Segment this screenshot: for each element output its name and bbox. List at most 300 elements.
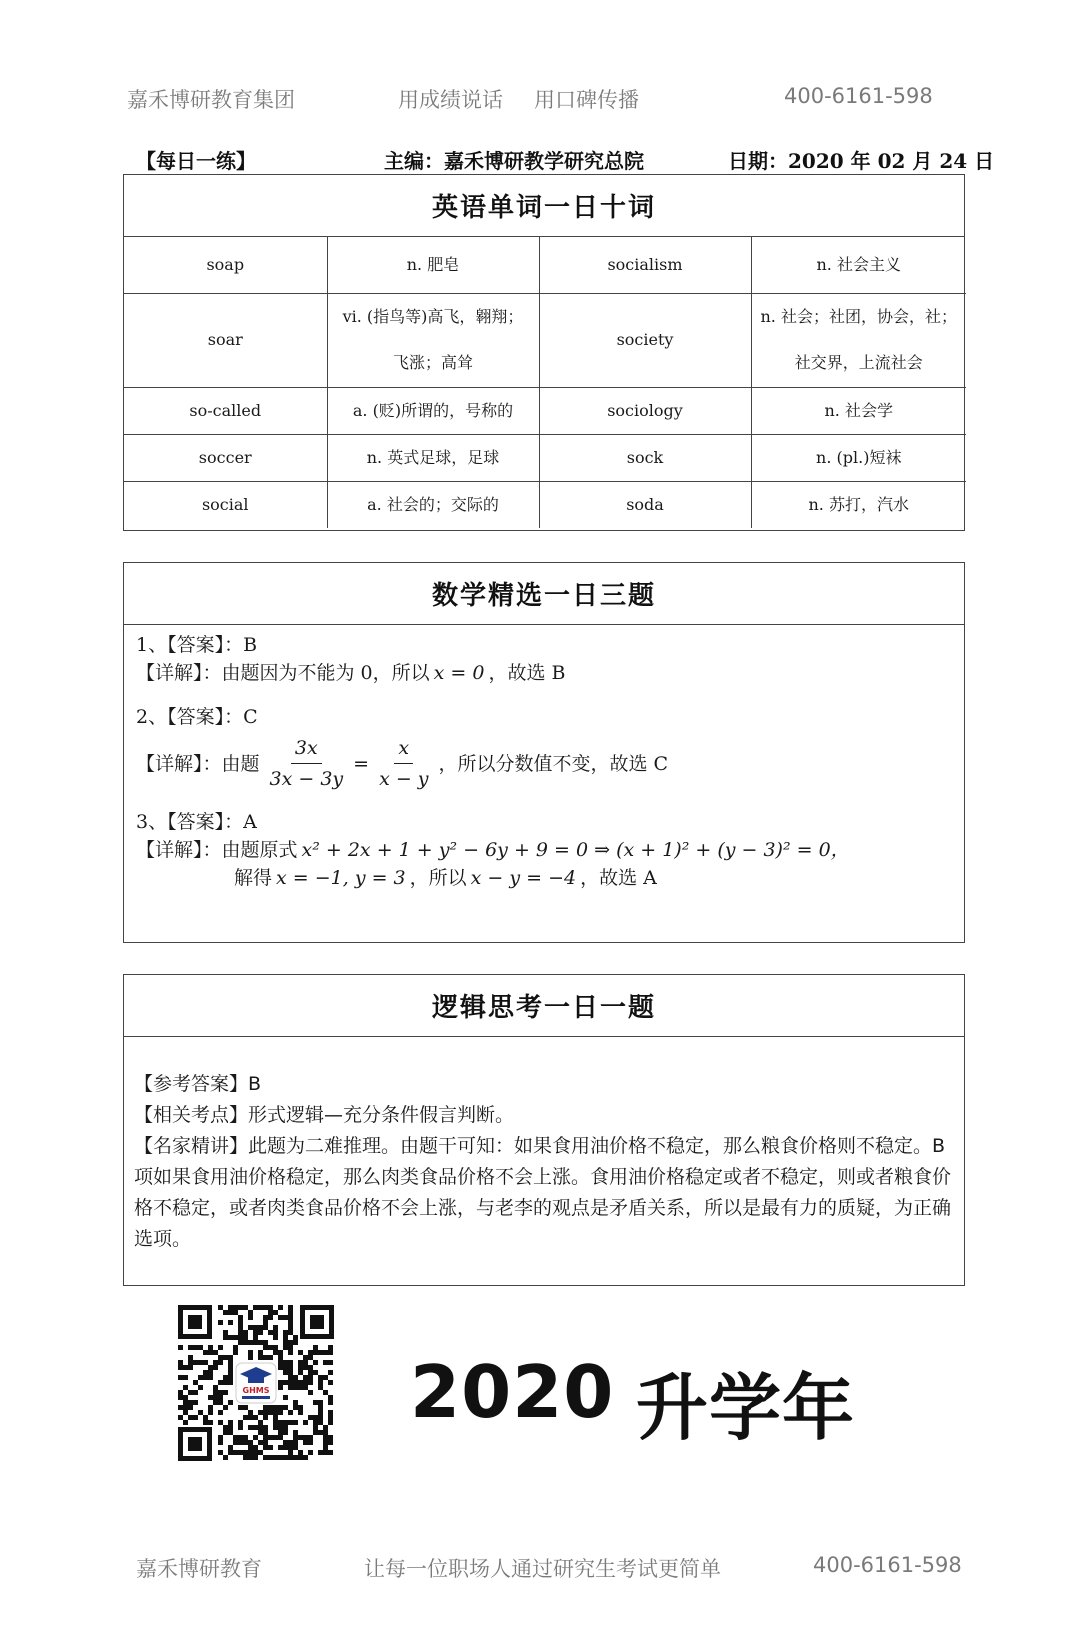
qr-module (183, 1400, 188, 1405)
qr-module (253, 1450, 258, 1455)
qr-module (318, 1430, 323, 1435)
qr-module (208, 1350, 213, 1355)
qr-module (198, 1410, 203, 1415)
qr-module (208, 1410, 213, 1415)
qr-module (263, 1325, 268, 1330)
detail-line (136, 864, 952, 892)
qr-module (183, 1410, 188, 1415)
logic-section (123, 974, 965, 1286)
qr-module (243, 1415, 248, 1420)
qr-module (218, 1380, 223, 1385)
detail-text: ，所以 (409, 867, 467, 889)
qr-module (233, 1350, 238, 1355)
qr-module (188, 1360, 193, 1365)
qr-module (283, 1430, 288, 1435)
qr-module (293, 1405, 298, 1410)
qr-module (238, 1440, 243, 1445)
header-slogan-1: 用成绩说话 (398, 88, 503, 112)
qr-module (278, 1315, 283, 1320)
vocab-word: so-called (124, 387, 327, 434)
vocab-meaning: a. (贬)所谓的，号称的 (327, 387, 539, 434)
qr-module (178, 1395, 183, 1400)
qr-module (293, 1335, 298, 1340)
detail-text: 【详解】：由题原式 (136, 839, 298, 861)
qr-module (318, 1380, 323, 1385)
footer-brand: 嘉禾博研教育 (136, 1557, 262, 1581)
vocab-meaning-line: n. 社会；社团，协会，社； (760, 307, 957, 326)
qr-module (288, 1340, 293, 1345)
qr-module (268, 1315, 273, 1320)
qr-module (218, 1435, 223, 1440)
qr-module (213, 1400, 218, 1405)
vocab-meaning: n. 肥皂 (327, 237, 539, 293)
qr-module (278, 1305, 283, 1310)
math-expression: x − y = −4 (470, 867, 577, 889)
qr-finder-top-right (300, 1305, 334, 1339)
qr-finder-top-left (178, 1305, 212, 1339)
qr-module (278, 1420, 283, 1425)
table-row (124, 293, 966, 387)
qr-module (313, 1400, 318, 1405)
qr-module (288, 1310, 293, 1315)
qr-module (178, 1375, 183, 1380)
qr-module (228, 1355, 233, 1360)
qr-module (278, 1430, 283, 1435)
qr-module (308, 1440, 313, 1445)
qr-module (323, 1350, 328, 1355)
qr-module (183, 1395, 188, 1400)
qr-module (208, 1420, 213, 1425)
qr-module (273, 1425, 278, 1430)
vocab-meaning-line: vi. (指鸟等)高飞，翱翔； (342, 307, 524, 326)
editor-label: 主编：嘉禾博研教学研究总院 (384, 149, 644, 173)
qr-module (263, 1340, 268, 1345)
qr-module (258, 1410, 263, 1415)
qr-module (178, 1345, 183, 1350)
qr-module (253, 1455, 258, 1460)
qr-module (278, 1410, 283, 1415)
qr-module (238, 1320, 243, 1325)
qr-module (263, 1415, 268, 1420)
qr-module (303, 1355, 308, 1360)
qr-module (278, 1355, 283, 1360)
qr-module (228, 1305, 233, 1310)
vocab-title: 英语单词一日十词 (124, 175, 964, 237)
date-label: 日期：2020 年 02 月 24 日 (728, 149, 995, 173)
qr-module (238, 1340, 243, 1345)
qr-module (313, 1425, 318, 1430)
qr-module (218, 1345, 223, 1350)
table-row (124, 237, 966, 293)
qr-module (273, 1345, 278, 1350)
qr-module (238, 1335, 243, 1340)
qr-module (328, 1420, 333, 1425)
qr-module (218, 1400, 223, 1405)
qr-module (248, 1310, 253, 1315)
qr-module (193, 1400, 198, 1405)
qr-module (278, 1350, 283, 1355)
qr-module (218, 1390, 223, 1395)
qr-module (253, 1445, 258, 1450)
qr-module (313, 1370, 318, 1375)
qr-module (283, 1315, 288, 1320)
qr-module (258, 1450, 263, 1455)
qr-module (243, 1405, 248, 1410)
qr-module (223, 1330, 228, 1335)
qr-module (308, 1435, 313, 1440)
qr-module (253, 1340, 258, 1345)
qr-module (248, 1445, 253, 1450)
qr-module (263, 1440, 268, 1445)
qr-module (293, 1420, 298, 1425)
qr-module (253, 1435, 258, 1440)
qr-module (193, 1415, 198, 1420)
fraction (375, 735, 432, 792)
qr-module (298, 1455, 303, 1460)
table-row (124, 481, 966, 528)
promo-text: 升学年 (636, 1366, 856, 1450)
qr-module (308, 1390, 313, 1395)
fraction-numerator: 3x (291, 735, 322, 764)
qr-module (243, 1435, 248, 1440)
qr-module (243, 1335, 248, 1340)
qr-module (273, 1455, 278, 1460)
detail-text: 解得 (234, 867, 273, 889)
vocab-table (124, 237, 966, 528)
math-question-2 (136, 703, 952, 792)
qr-module (228, 1310, 233, 1315)
vocab-meaning: n. 英式足球，足球 (327, 434, 539, 481)
qr-module (298, 1435, 303, 1440)
qr-module (273, 1335, 278, 1340)
qr-module (303, 1440, 308, 1445)
qr-module (188, 1400, 193, 1405)
qr-module (293, 1380, 298, 1385)
qr-module (213, 1385, 218, 1390)
qr-module (288, 1370, 293, 1375)
qr-module (263, 1405, 268, 1410)
math-content (124, 625, 964, 918)
qr-module (263, 1445, 268, 1450)
vocab-section (123, 174, 965, 531)
footer-phone: 400-6161-598 (813, 1553, 962, 1577)
qr-center-logo (236, 1363, 276, 1403)
qr-module (303, 1455, 308, 1460)
qr-module (303, 1365, 308, 1370)
math-question-1 (136, 631, 952, 687)
detail-text: 【详解】：由题因为不能为 0，所以 (136, 662, 430, 684)
qr-module (258, 1355, 263, 1360)
qr-module (323, 1435, 328, 1440)
qr-module (233, 1450, 238, 1455)
qr-module (323, 1440, 328, 1445)
qr-module (318, 1350, 323, 1355)
qr-module (278, 1385, 283, 1390)
qr-module (318, 1385, 323, 1390)
qr-module (283, 1445, 288, 1450)
qr-module (248, 1450, 253, 1455)
qr-module (323, 1360, 328, 1365)
qr-module (288, 1440, 293, 1445)
qr-logo-text: GHMS (242, 1386, 270, 1395)
qr-module (283, 1360, 288, 1365)
qr-module (288, 1360, 293, 1365)
qr-module (248, 1340, 253, 1345)
qr-module (313, 1360, 318, 1365)
table-row (124, 434, 966, 481)
qr-module (248, 1355, 253, 1360)
qr-module (213, 1365, 218, 1370)
qr-module (188, 1405, 193, 1410)
qr-module (228, 1420, 233, 1425)
qr-module (328, 1440, 333, 1445)
qr-module (288, 1315, 293, 1320)
qr-module (328, 1410, 333, 1415)
fraction-denominator: x − y (379, 768, 429, 790)
qr-code[interactable] (176, 1303, 336, 1463)
math-question-3 (136, 808, 952, 892)
qr-module (303, 1380, 308, 1385)
qr-module (213, 1390, 218, 1395)
qr-module (238, 1435, 243, 1440)
vocab-meaning-line: 社交界，上流社会 (794, 353, 923, 372)
qr-module (323, 1390, 328, 1395)
qr-module (268, 1330, 273, 1335)
qr-module (283, 1440, 288, 1445)
qr-module (213, 1360, 218, 1365)
qr-module (298, 1360, 303, 1365)
qr-module (228, 1335, 233, 1340)
vocab-meaning-line: 飞涨；高耸 (392, 353, 473, 372)
math-expression: x = 0 (433, 662, 485, 684)
header-slogan-2: 用口碑传播 (534, 88, 639, 112)
qr-module (293, 1385, 298, 1390)
qr-module (308, 1375, 313, 1380)
qr-module (278, 1425, 283, 1430)
qr-module (273, 1420, 278, 1425)
qr-module (328, 1400, 333, 1405)
math-expression: x² + 2x + 1 + y² − 6y + 9 = 0 ⇒ (x + 1)² + (y − 3)² = 0， (301, 839, 850, 861)
qr-module (228, 1365, 233, 1370)
qr-module (253, 1305, 258, 1310)
qr-module (228, 1450, 233, 1455)
qr-module (183, 1405, 188, 1410)
qr-module (318, 1420, 323, 1425)
qr-module (308, 1415, 313, 1420)
qr-module (298, 1450, 303, 1455)
qr-module (263, 1430, 268, 1435)
qr-module (218, 1360, 223, 1365)
qr-module (258, 1330, 263, 1335)
qr-module (253, 1425, 258, 1430)
qr-module (258, 1420, 263, 1425)
qr-module (203, 1420, 208, 1425)
qr-module (288, 1350, 293, 1355)
qr-module (208, 1375, 213, 1380)
qr-module (198, 1360, 203, 1365)
qr-module (198, 1375, 203, 1380)
qr-module (288, 1410, 293, 1415)
qr-module (243, 1440, 248, 1445)
qr-module (238, 1305, 243, 1310)
qr-module (193, 1380, 198, 1385)
promo-year: 2020 (410, 1350, 615, 1434)
qr-module (228, 1400, 233, 1405)
qr-module (228, 1430, 233, 1435)
qr-module (278, 1455, 283, 1460)
detail-line (136, 836, 952, 864)
qr-module (223, 1355, 228, 1360)
qr-module (223, 1375, 228, 1380)
qr-module (238, 1315, 243, 1320)
detail-text: ，所以分数值不变，故选 C (438, 752, 669, 775)
qr-module (258, 1305, 263, 1310)
qr-module (273, 1415, 278, 1420)
qr-module (218, 1305, 223, 1310)
qr-module (253, 1330, 258, 1335)
qr-module (213, 1395, 218, 1400)
qr-module (258, 1325, 263, 1330)
qr-module (198, 1385, 203, 1390)
qr-module (278, 1365, 283, 1370)
qr-module (248, 1315, 253, 1320)
qr-module (193, 1360, 198, 1365)
qr-module (298, 1410, 303, 1415)
qr-module (283, 1420, 288, 1425)
qr-module (263, 1455, 268, 1460)
qr-module (283, 1380, 288, 1385)
vocab-word: soccer (124, 434, 327, 481)
qr-module (228, 1425, 233, 1430)
header-phone: 400-6161-598 (784, 84, 933, 108)
detail-line (136, 659, 952, 687)
qr-module (288, 1375, 293, 1380)
qr-module (303, 1435, 308, 1440)
qr-module (183, 1375, 188, 1380)
qr-module (288, 1455, 293, 1460)
vocab-word: soar (124, 293, 327, 387)
qr-module (248, 1325, 253, 1330)
qr-module (278, 1435, 283, 1440)
reference-answer: 【参考答案】B (134, 1073, 262, 1095)
qr-module (198, 1345, 203, 1350)
qr-module (273, 1410, 278, 1415)
daily-practice-label: 【每日一练】 (136, 149, 256, 173)
qr-module (308, 1370, 313, 1375)
header-brand: 嘉禾博研教育集团 (127, 88, 295, 112)
qr-module (273, 1435, 278, 1440)
answer-line: 1、【答案】：B (136, 634, 258, 656)
qr-module (298, 1385, 303, 1390)
qr-module (298, 1370, 303, 1375)
qr-module (223, 1455, 228, 1460)
qr-module (283, 1365, 288, 1370)
vocab-meaning (327, 293, 539, 387)
vocab-meaning: n. 苏打，汽水 (751, 481, 966, 528)
vocab-meaning: n. 社会学 (751, 387, 966, 434)
qr-module (288, 1380, 293, 1385)
answer-line: 2、【答案】：C (136, 706, 258, 728)
qr-module (318, 1415, 323, 1420)
qr-module (283, 1335, 288, 1340)
qr-module (228, 1445, 233, 1450)
vocab-meaning: n. (pl.)短袜 (751, 434, 966, 481)
logic-title: 逻辑思考一日一题 (124, 975, 964, 1037)
detail-line (136, 735, 952, 792)
qr-module (328, 1395, 333, 1400)
qr-module (268, 1310, 273, 1315)
qr-module (233, 1310, 238, 1315)
qr-module (268, 1445, 273, 1450)
logic-content (124, 1037, 964, 1269)
qr-module (268, 1405, 273, 1410)
qr-module (288, 1365, 293, 1370)
qr-module (288, 1330, 293, 1335)
qr-module (288, 1420, 293, 1425)
qr-module (248, 1350, 253, 1355)
vocab-word: soap (124, 237, 327, 293)
qr-module (323, 1425, 328, 1430)
qr-module (243, 1305, 248, 1310)
qr-module (283, 1425, 288, 1430)
qr-module (273, 1325, 278, 1330)
qr-module (223, 1430, 228, 1435)
qr-module (313, 1430, 318, 1435)
qr-module (258, 1340, 263, 1345)
qr-module (278, 1445, 283, 1450)
qr-module (328, 1415, 333, 1420)
qr-module (203, 1415, 208, 1420)
qr-module (188, 1365, 193, 1370)
qr-module (183, 1365, 188, 1370)
qr-module (283, 1340, 288, 1345)
vocab-meaning: n. 社会主义 (751, 237, 966, 293)
qr-module (328, 1350, 333, 1355)
qr-module (283, 1395, 288, 1400)
qr-module (303, 1360, 308, 1365)
qr-module (288, 1345, 293, 1350)
qr-module (293, 1445, 298, 1450)
qr-module (243, 1330, 248, 1335)
math-section (123, 562, 965, 943)
qr-module (313, 1350, 318, 1355)
qr-module (288, 1450, 293, 1455)
qr-module (263, 1315, 268, 1320)
qr-module (278, 1380, 283, 1385)
qr-module (183, 1420, 188, 1425)
qr-module (228, 1370, 233, 1375)
math-expression: x = −1, y = 3 (276, 867, 406, 889)
related-topic: 【相关考点】形式逻辑—充分条件假言判断。 (134, 1104, 515, 1126)
qr-module (223, 1310, 228, 1315)
qr-module (223, 1390, 228, 1395)
qr-module (208, 1365, 213, 1370)
qr-module (303, 1375, 308, 1380)
vocab-word: sociology (539, 387, 751, 434)
qr-module (178, 1390, 183, 1395)
detail-text: ，故选 A (580, 867, 657, 889)
qr-module (318, 1410, 323, 1415)
qr-module (203, 1350, 208, 1355)
qr-module (328, 1345, 333, 1350)
qr-module (273, 1350, 278, 1355)
qr-module (258, 1425, 263, 1430)
qr-module (218, 1440, 223, 1445)
qr-module (203, 1375, 208, 1380)
qr-module (323, 1450, 328, 1455)
qr-module (303, 1385, 308, 1390)
qr-module (263, 1320, 268, 1325)
